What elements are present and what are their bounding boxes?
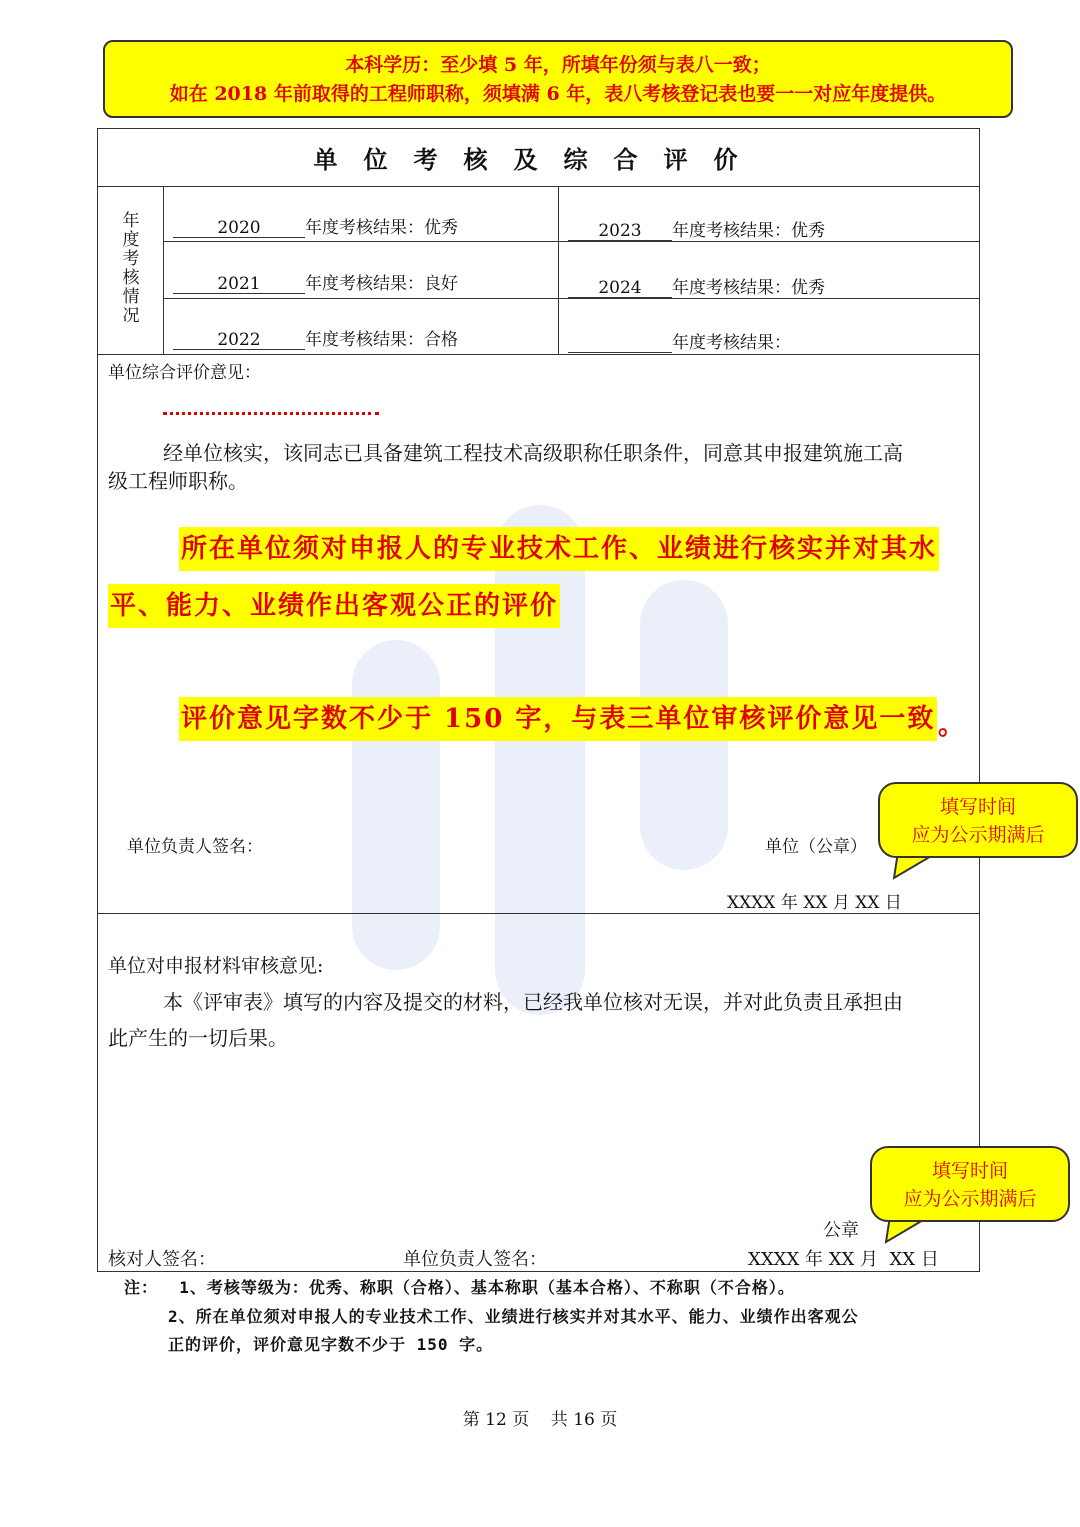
highlight-note-1-line-2: 平、能力、业绩作出客观公正的评价 <box>108 584 560 628</box>
year-value: 2021 <box>173 275 305 294</box>
callout-pointer <box>892 852 952 892</box>
divider-row-1 <box>163 241 980 242</box>
review-date: XXXX 年 XX 月 XX 日 <box>748 1249 939 1270</box>
evaluation-body-line-1: 经单位核实，该同志已具备建筑工程技术高级职称任职条件，同意其申报建筑施工高 <box>163 441 903 465</box>
review-checker-label: 核对人签名： <box>108 1249 216 1270</box>
divider-assessment <box>97 354 980 355</box>
review-seal-label: 公章 <box>823 1220 859 1241</box>
assessment-row-right-1 <box>568 216 825 241</box>
assessment-row-right-2 <box>568 273 825 298</box>
result-label: 年度考核结果： <box>305 330 424 350</box>
divider-middle <box>558 186 559 354</box>
callout-box <box>878 782 1078 858</box>
result-value: 合格 <box>424 330 458 350</box>
evaluation-date: XXXX 年 XX 月 XX 日 <box>727 893 902 913</box>
assessment-side-label: 年度考核情况 <box>122 211 140 326</box>
footnote-line-2: 2、所在单位须对申报人的专业技术工作、业绩进行核实并对其水平、能力、业绩作出客观公 <box>168 1307 859 1326</box>
callout-line-1: 填写时间 <box>931 1160 1008 1182</box>
highlight-note-2-tail: 。 <box>938 711 965 741</box>
page-number: 第 12 页 共 16 页 <box>462 1410 618 1430</box>
result-value: 优秀 <box>791 278 825 298</box>
top-instruction-note <box>103 40 1013 118</box>
assessment-row-right-3 <box>568 328 791 353</box>
evaluation-seal-label: 单位（公章） <box>765 837 867 857</box>
assessment-row-left-3 <box>173 325 458 350</box>
red-dotted-marker <box>163 412 379 415</box>
highlight-note-2: 评价意见字数不少于 150 字，与表三单位审核评价意见一致 <box>179 697 937 741</box>
section-title: 单位考核及综合评价 <box>313 145 764 174</box>
evaluation-body-line-2: 级工程师职称。 <box>108 469 248 493</box>
result-label: 年度考核结果： <box>305 218 424 238</box>
evaluation-label: 单位综合评价意见： <box>108 363 261 383</box>
result-label: 年度考核结果： <box>672 333 791 353</box>
year-value: 2023 <box>568 222 672 241</box>
divider-title <box>97 186 980 187</box>
assessment-row-left-1 <box>173 213 458 238</box>
callout-line-2: 应为公示期满后 <box>903 1188 1037 1210</box>
result-label: 年度考核结果： <box>672 221 791 241</box>
footnote-line-1: 注： 1、考核等级为：优秀、称职（合格）、基本称职（基本合格）、不称职（不合格）。 <box>124 1278 795 1297</box>
review-label: 单位对申报材料审核意见: <box>108 955 324 977</box>
top-note-line-2: 如在 2018 年前取得的工程师职称，须填满 6 年，表八考核登记表也要一一对应年度提供。 <box>169 83 947 105</box>
callout-line-2: 应为公示期满后 <box>911 824 1045 846</box>
year-value: 2024 <box>568 279 672 298</box>
result-label: 年度考核结果： <box>305 274 424 294</box>
year-value: 2020 <box>173 219 305 238</box>
review-body-line-1: 本《评审表》填写的内容及提交的材料，已经我单位核对无误，并对此负责且承担由 <box>163 990 903 1014</box>
result-label: 年度考核结果： <box>672 278 791 298</box>
result-value: 优秀 <box>791 221 825 241</box>
top-note-line-1: 本科学历：至少填 5 年，所填年份须与表八一致； <box>345 54 771 76</box>
callout-line-1: 填写时间 <box>939 796 1016 818</box>
year-value: 2022 <box>173 331 305 350</box>
callout-box <box>870 1146 1070 1222</box>
divider-evaluation <box>97 913 980 914</box>
divider-side-label <box>163 186 164 354</box>
divider-row-2 <box>163 298 980 299</box>
result-value: 良好 <box>424 274 458 294</box>
evaluation-signer-label: 单位负责人签名： <box>127 837 263 857</box>
assessment-row-left-2 <box>173 269 458 294</box>
year-value <box>568 334 672 353</box>
result-value: 优秀 <box>424 218 458 238</box>
review-leader-label: 单位负责人签名： <box>403 1249 547 1270</box>
highlight-note-1-line-1: 所在单位须对申报人的专业技术工作、业绩进行核实并对其水 <box>179 527 939 571</box>
footnote-line-3: 正的评价，评价意见字数不少于 150 字。 <box>168 1335 494 1354</box>
review-body-line-2: 此产生的一切后果。 <box>108 1026 288 1050</box>
